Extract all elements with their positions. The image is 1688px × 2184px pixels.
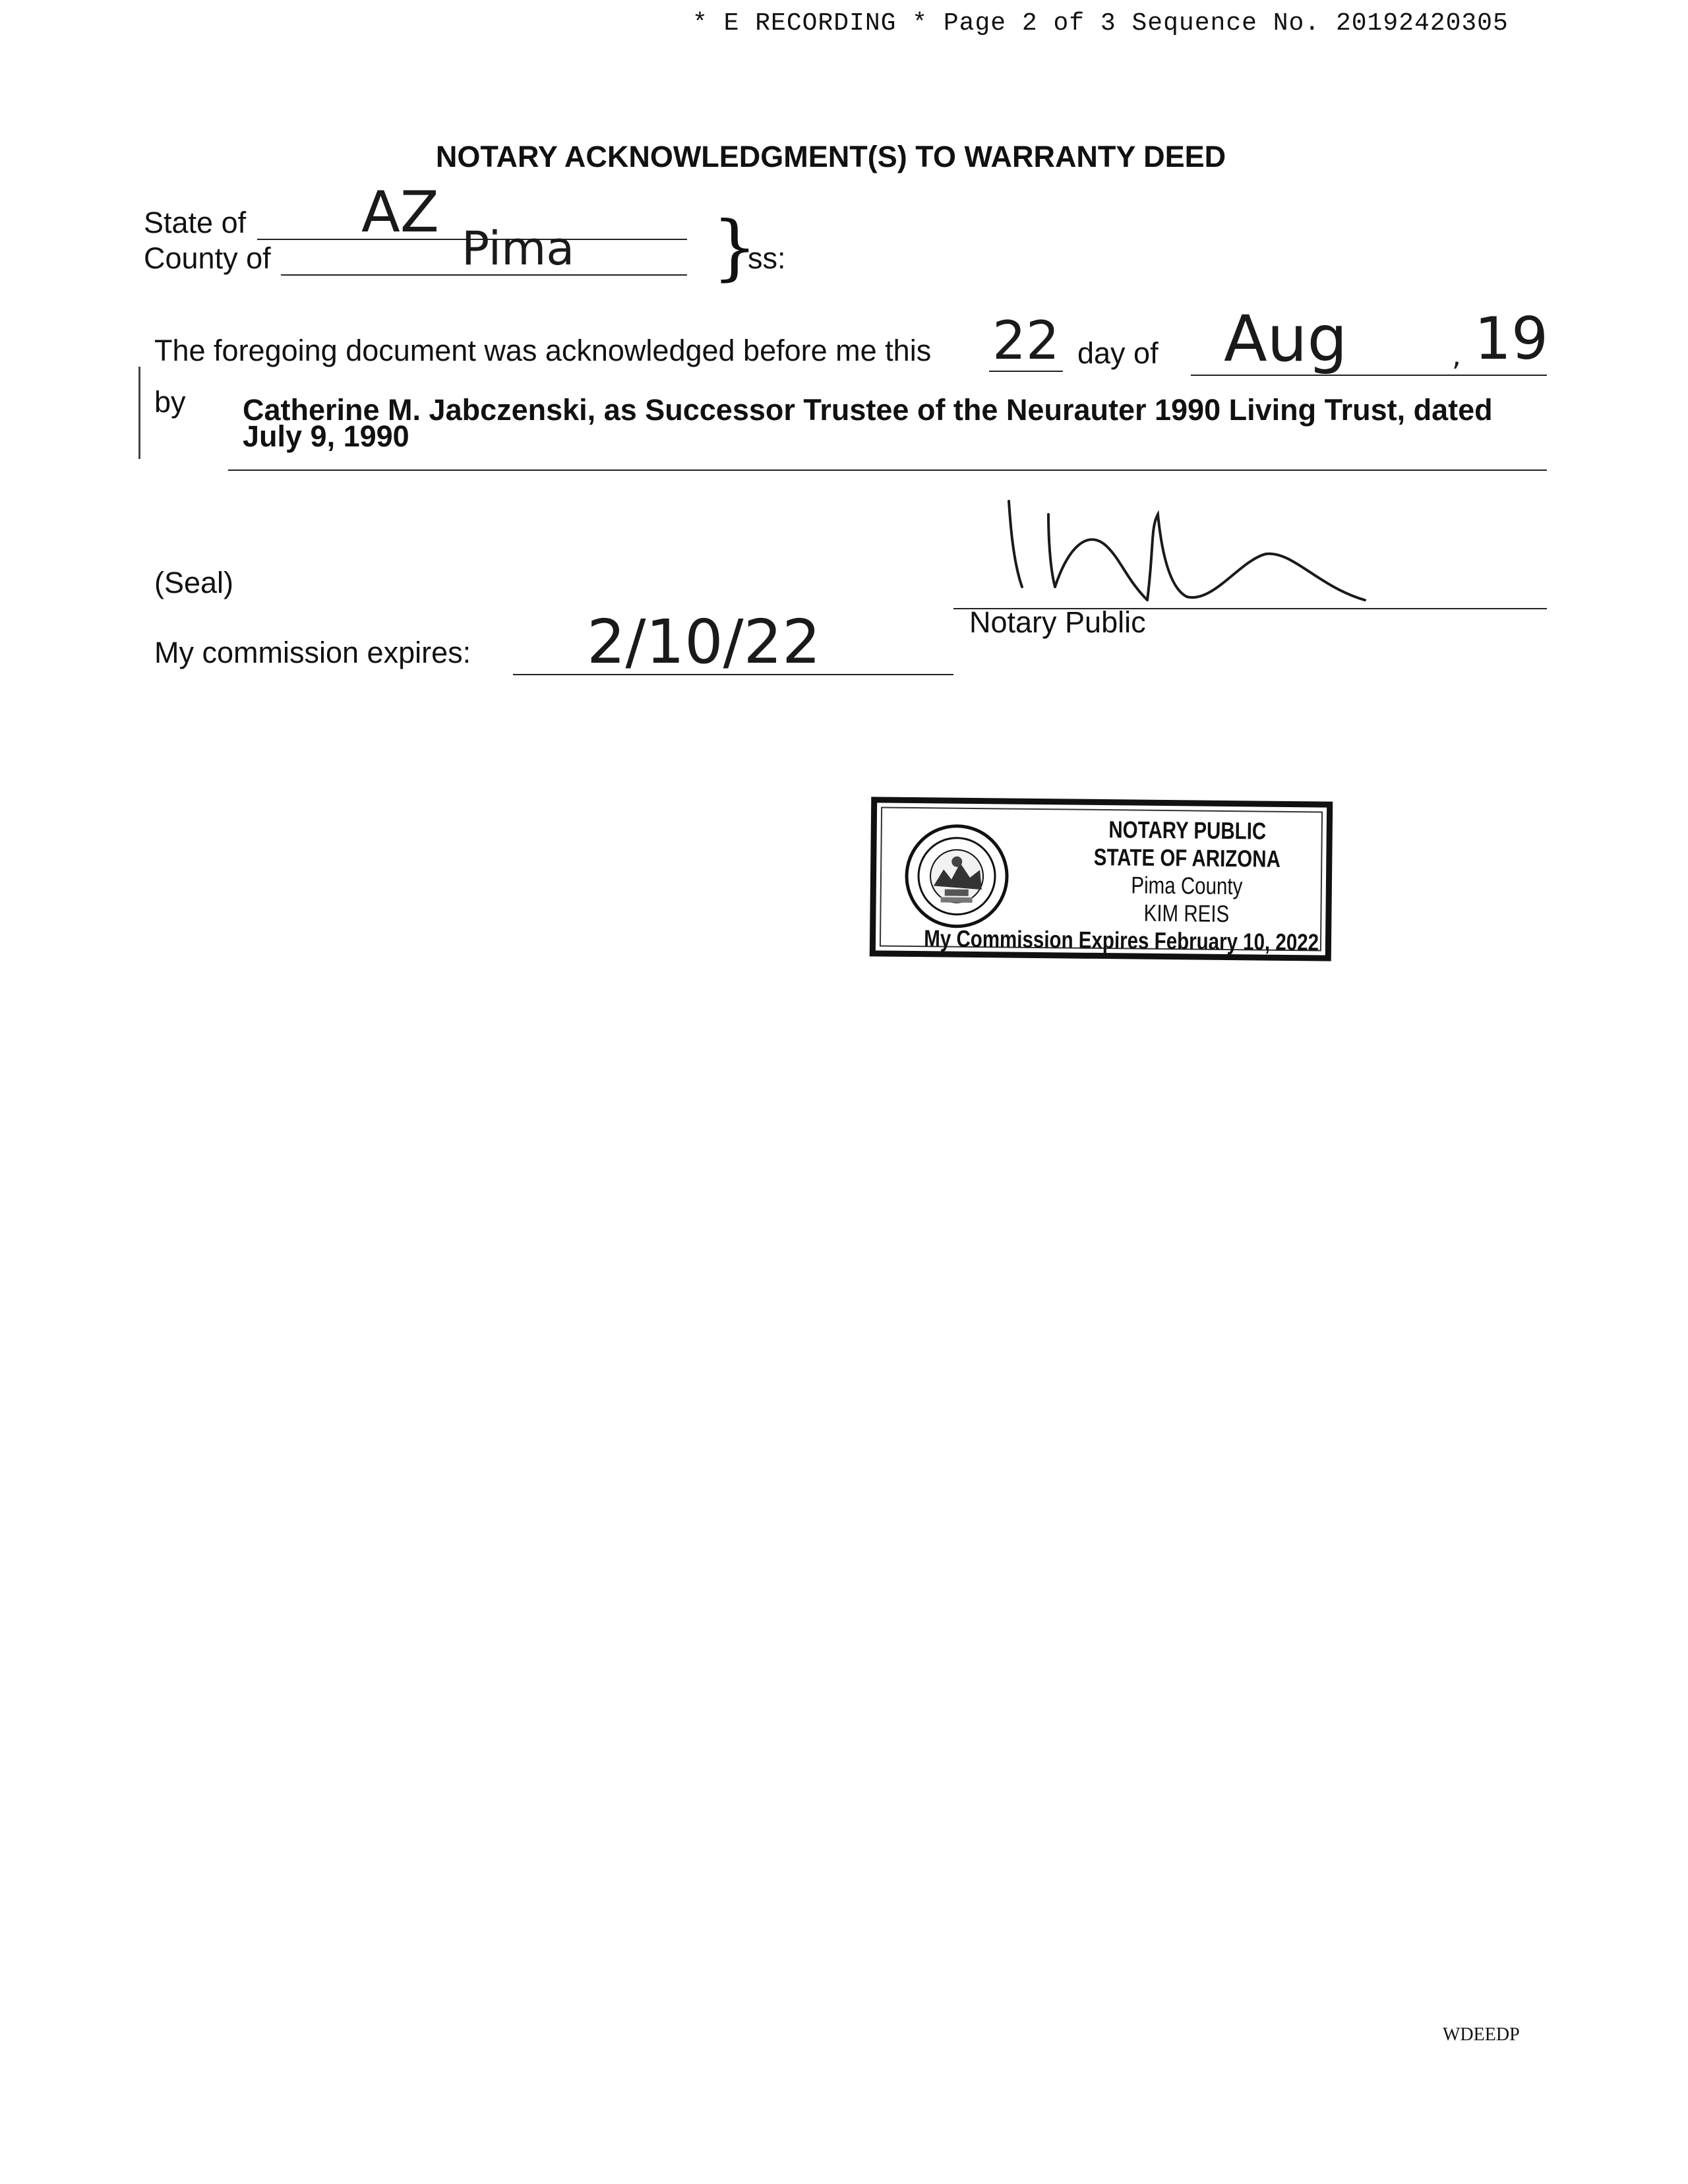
stamp-line-4: KIM REIS xyxy=(1143,899,1230,928)
notary-signature xyxy=(950,488,1451,620)
acknowledgment-text: The foregoing document was acknowledged before me this xyxy=(154,334,932,367)
state-value: AZ xyxy=(361,179,439,245)
stamp-line-3: Pima County xyxy=(1131,871,1243,900)
by-label: by xyxy=(154,385,186,419)
commission-label: My commission expires: xyxy=(154,636,471,669)
state-label: State of xyxy=(144,206,247,239)
year-value: 19 xyxy=(1474,305,1548,373)
commission-value: 2/10/22 xyxy=(587,607,821,677)
stamp-line-5: My Commission Expires February 10, 2022 xyxy=(924,925,1319,956)
seal-label: (Seal) xyxy=(154,566,234,599)
form-code: WDEEDP xyxy=(1443,2024,1520,2045)
year-comma: , xyxy=(1452,339,1461,373)
party-line-1: Catherine M. Jabczenski, as Successor Trustee of the Neurauter 1990 Living Trust, dated xyxy=(243,393,1493,427)
ss-label: ss: xyxy=(748,241,786,275)
stamp-line-2: STATE OF ARIZONA xyxy=(1093,843,1281,872)
margin-mark xyxy=(138,367,140,459)
party-line-rule xyxy=(228,470,1547,471)
day-value: 22 xyxy=(992,310,1060,371)
county-value: Pima xyxy=(462,222,575,276)
venue-brace: } xyxy=(712,206,758,289)
document-title: NOTARY ACKNOWLEDGMENT(S) TO WARRANTY DEED xyxy=(435,140,1226,173)
county-label: County of xyxy=(144,241,271,275)
arizona-seal-icon xyxy=(903,823,1010,930)
notary-stamp xyxy=(870,797,1333,961)
notary-public-label: Notary Public xyxy=(969,605,1146,639)
recording-header: * E RECORDING * Page 2 of 3 Sequence No. 20192420305 xyxy=(692,9,1509,38)
day-of-label: day of xyxy=(1077,336,1159,370)
stamp-line-1: NOTARY PUBLIC xyxy=(1108,816,1267,845)
month-value: Aug xyxy=(1224,302,1348,376)
party-line-2: July 9, 1990 xyxy=(243,419,409,453)
